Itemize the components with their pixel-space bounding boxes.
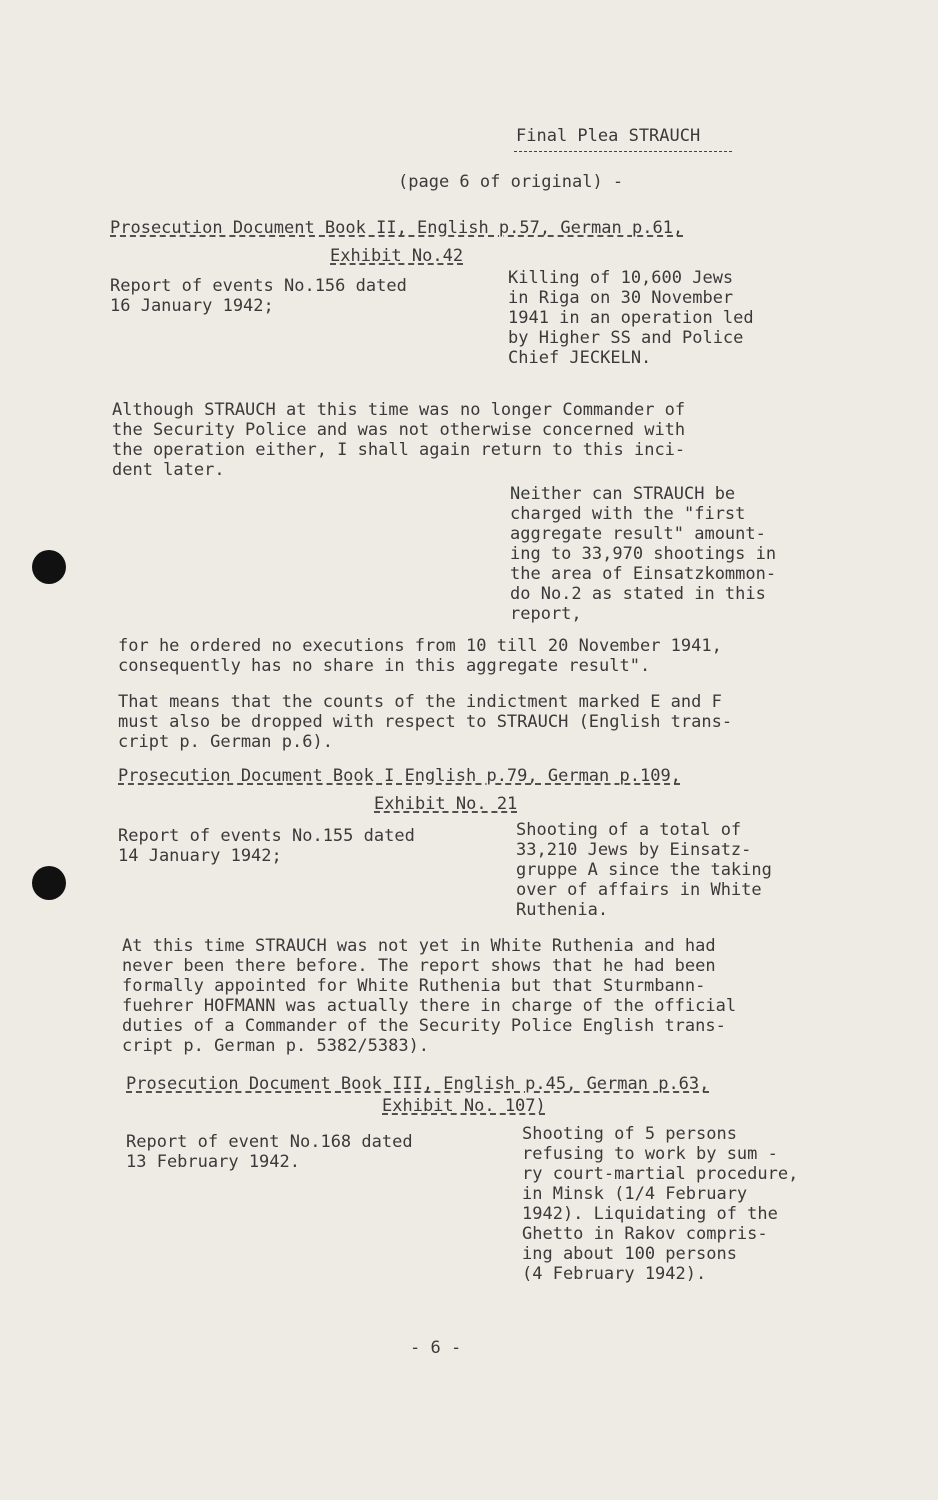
summary-line: Shooting of 5 persons: [522, 1124, 737, 1144]
section-3-report: [126, 1132, 413, 1172]
paragraph-2: [510, 484, 776, 624]
paragraph-line: must also be dropped with respect to STRAUCH (English trans-: [118, 712, 733, 732]
section-1-report: [110, 276, 407, 316]
report-line: Report of event No.168 dated: [126, 1132, 413, 1152]
section-2-exhibit: Exhibit No. 21: [374, 794, 518, 814]
summary-line: Shooting of a total of: [516, 820, 742, 840]
paragraph-line: the operation either, I shall again return to this inci-: [112, 440, 686, 460]
section-1-summary: [508, 268, 754, 368]
paragraph-line: never been there before. The report shows that he had been: [122, 956, 716, 976]
page-note: (page 6 of original) -: [398, 172, 624, 192]
paragraph-1: [112, 400, 685, 480]
section-3-summary: [522, 1124, 798, 1284]
punch-hole-bottom: [32, 866, 66, 900]
summary-line: in Riga on 30 November: [508, 288, 734, 308]
report-line: 14 January 1942;: [118, 846, 282, 866]
document-title: Final Plea STRAUCH: [516, 126, 701, 146]
page-number: - 6 -: [410, 1338, 462, 1358]
paragraph-line: dent later.: [112, 460, 225, 480]
section-2-summary: [516, 820, 772, 920]
summary-line: in Minsk (1/4 February: [522, 1184, 748, 1204]
summary-line: 33,210 Jews by Einsatz-: [516, 840, 752, 860]
paragraph-line: report,: [510, 604, 582, 624]
paragraph-line: the area of Einsatzkommon-: [510, 564, 777, 584]
section-1-exhibit: Exhibit No.42: [330, 246, 464, 266]
paragraph-line: ing to 33,970 shootings in: [510, 544, 777, 564]
report-line: 13 February 1942.: [126, 1152, 300, 1172]
paragraph-line: Although STRAUCH at this time was no longer Commander of: [112, 400, 686, 420]
paragraph-5: [122, 936, 736, 1056]
paragraph-line: for he ordered no executions from 10 till 20 November 1941,: [118, 636, 722, 656]
paragraph-line: formally appointed for White Ruthenia but that Sturmbann-: [122, 976, 706, 996]
report-line: Report of events No.156 dated: [110, 276, 407, 296]
report-line: Report of events No.155 dated: [118, 826, 415, 846]
summary-line: Ghetto in Rakov compris-: [522, 1224, 768, 1244]
punch-hole-top: [32, 550, 66, 584]
summary-line: refusing to work by sum -: [522, 1144, 778, 1164]
paragraph-line: That means that the counts of the indictment marked E and F: [118, 692, 722, 712]
summary-line: ry court-martial procedure,: [522, 1164, 799, 1184]
report-line: 16 January 1942;: [110, 296, 274, 316]
paragraph-line: do No.2 as stated in this: [510, 584, 766, 604]
summary-line: ing about 100 persons: [522, 1244, 737, 1264]
section-3-exhibit: Exhibit No. 107): [382, 1096, 546, 1116]
paragraph-line: duties of a Commander of the Security Police English trans-: [122, 1016, 726, 1036]
summary-line: Chief JECKELN.: [508, 348, 652, 368]
summary-line: gruppe A since the taking: [516, 860, 772, 880]
paragraph-line: cript p. German p.6).: [118, 732, 333, 752]
summary-line: Ruthenia.: [516, 900, 609, 920]
section-3-heading: Prosecution Document Book III, English p.45, German p.63,: [126, 1074, 710, 1094]
summary-line: by Higher SS and Police: [508, 328, 744, 348]
summary-line: (4 February 1942).: [522, 1264, 707, 1284]
paragraph-4: [118, 692, 732, 752]
summary-line: over of affairs in White: [516, 880, 762, 900]
paragraph-line: Neither can STRAUCH be: [510, 484, 736, 504]
section-2-heading: Prosecution Document Book I English p.79, German p.109,: [118, 766, 681, 786]
paragraph-line: charged with the "first: [510, 504, 746, 524]
paragraph-line: consequently has no share in this aggregate result".: [118, 656, 651, 676]
paragraph-line: aggregate result" amount-: [510, 524, 766, 544]
summary-line: 1942). Liquidating of the: [522, 1204, 778, 1224]
summary-line: 1941 in an operation led: [508, 308, 754, 328]
paragraph-line: the Security Police and was not otherwise concerned with: [112, 420, 686, 440]
section-2-report: [118, 826, 415, 866]
section-1-heading: Prosecution Document Book II, English p.57, German p.61,: [110, 218, 684, 238]
paragraph-line: cript p. German p. 5382/5383).: [122, 1036, 430, 1056]
summary-line: Killing of 10,600 Jews: [508, 268, 734, 288]
title-underline: [514, 151, 732, 152]
paragraph-3: [118, 636, 722, 676]
paragraph-line: fuehrer HOFMANN was actually there in charge of the official: [122, 996, 737, 1016]
paragraph-line: At this time STRAUCH was not yet in White Ruthenia and had: [122, 936, 716, 956]
